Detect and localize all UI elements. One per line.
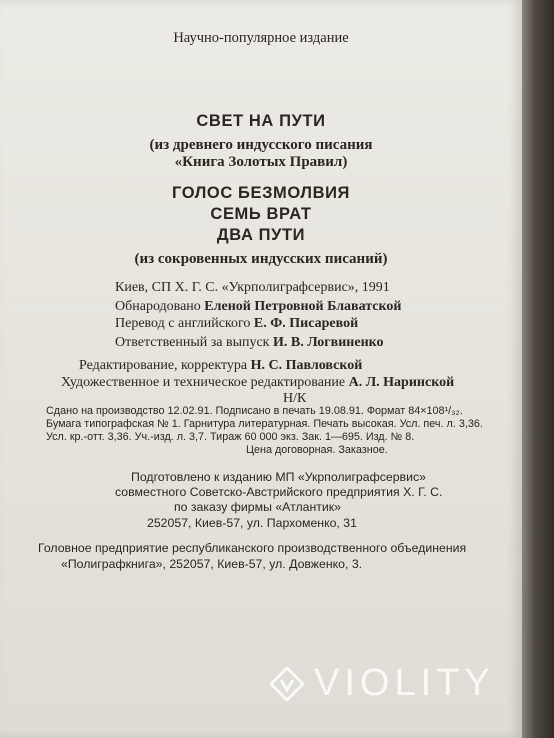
print-info-line: Усл. кр.-отт. 3,36. Уч.-изд. л. 3,7. Тираж 60 000 экз. Зак. 1—695. Изд. № 8.	[46, 431, 415, 443]
credit-editing: Редактирование, корректура Н. С. Павловской	[79, 358, 363, 373]
credit-published: Обнародовано Еленой Петровной Блаватской	[115, 299, 402, 314]
footer-line: «Полиграфкнига», 252057, Киев-57, ул. Довженко, 3.	[61, 557, 363, 571]
index-code: Н/К	[283, 391, 307, 406]
prepared-line: 252057, Киев-57, ул. Пархоменко, 31	[147, 516, 357, 530]
prepared-line: по заказу фирмы «Атлантик»	[174, 500, 341, 514]
title-svet-na-puti: СВЕТ НА ПУТИ	[196, 112, 326, 130]
credit-translated: Перевод с английского Е. Ф. Писаревой	[115, 316, 359, 331]
credit-art-editing: Художественное и техническое редактирование А. Л. Наринской	[61, 375, 455, 390]
edition-type: Научно-популярное издание	[173, 30, 349, 46]
violity-logo-icon	[270, 667, 304, 701]
footer-line: Головное предприятие республиканского производственного объединения	[38, 541, 467, 555]
prepared-line: Подготовлено к изданию МП «Укрполиграфсервис»	[131, 470, 426, 484]
prepared-line: совместного Советско-Австрийского предприятия Х. Г. С.	[115, 485, 443, 499]
book-edge	[522, 0, 554, 738]
print-info-line: Сдано на производство 12.02.91. Подписано в печать 19.08.91. Формат 84×108¹/₃₂.	[46, 405, 463, 417]
credit-responsible: Ответственный за выпуск И. В. Логвиненко	[115, 335, 384, 350]
watermark	[270, 662, 495, 705]
watermark-text: VIOLITY	[314, 662, 495, 704]
print-info-line: Цена договорная. Заказное.	[246, 444, 388, 456]
publisher-line: Киев, СП Х. Г. С. «Укрполиграфсервис», 1991	[115, 280, 390, 295]
subtitle-1b: «Книга Золотых Правил)	[174, 154, 348, 170]
title-dva-puti: ДВА ПУТИ	[216, 226, 306, 244]
title-sem-vrat: СЕМЬ ВРАТ	[210, 205, 312, 223]
subtitle-2: (из сокровенных индусских писаний)	[134, 251, 388, 267]
subtitle-1a: (из древнего индусского писания	[149, 137, 373, 153]
print-info-line: Бумага типографская № 1. Гарнитура литературная. Печать высокая. Усл. печ. л. 3,36.	[46, 418, 483, 430]
title-golos-bezmolviya: ГОЛОС БЕЗМОЛВИЯ	[171, 184, 351, 202]
